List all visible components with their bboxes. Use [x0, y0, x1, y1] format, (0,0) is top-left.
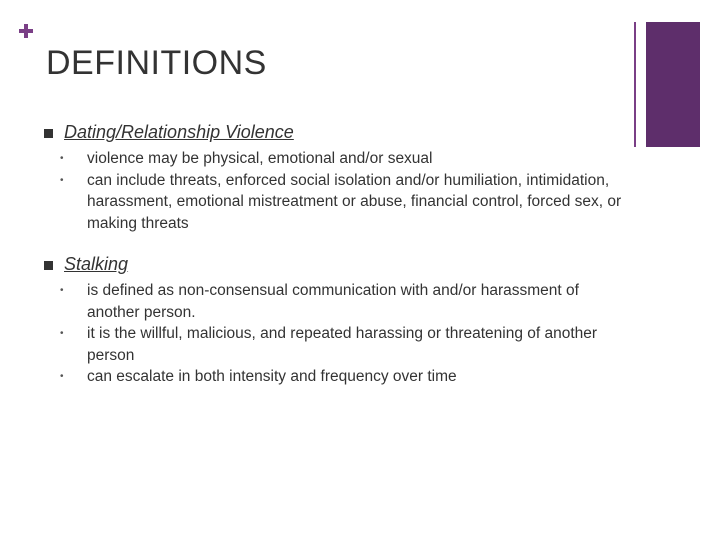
plus-icon	[17, 22, 35, 40]
list-item	[44, 170, 627, 235]
bullet-dot-icon: •	[60, 371, 64, 382]
section-heading	[44, 254, 627, 280]
list-item-text: can include threats, enforced social isolation and/or humiliation, intimidation, harassment, emotional mistreatment or abuse, financial control, forced sex, or making threats	[87, 171, 622, 232]
slide-title: DEFINITIONS	[46, 44, 267, 82]
list-item	[44, 280, 627, 323]
bullet-dot-icon: •	[60, 153, 64, 164]
list-item-text: is defined as non-consensual communication with and/or harassment of another person.	[87, 282, 579, 321]
list-item-text: violence may be physical, emotional and/or sexual	[87, 150, 433, 167]
bullet-dot-icon: •	[60, 285, 64, 296]
section-heading	[44, 122, 627, 148]
bullet-dot-icon: •	[60, 328, 64, 339]
section-title: Dating/Relationship Violence	[64, 122, 294, 142]
square-bullet-icon	[44, 261, 53, 270]
section-stalking	[44, 254, 627, 388]
bullet-list	[44, 280, 627, 388]
section-dating-violence	[44, 122, 627, 234]
list-item	[44, 323, 627, 366]
list-item-text: can escalate in both intensity and frequency over time	[87, 368, 457, 385]
accent-bar	[634, 22, 700, 147]
accent-thin-line	[634, 22, 636, 147]
section-title: Stalking	[64, 254, 129, 274]
list-item-text: it is the willful, malicious, and repeated harassing or threatening of another person	[87, 325, 598, 364]
bullet-dot-icon: •	[60, 174, 64, 186]
list-item	[44, 148, 627, 170]
accent-block	[646, 22, 700, 147]
bullet-list	[44, 148, 627, 234]
square-bullet-icon	[44, 129, 53, 138]
list-item	[44, 366, 627, 388]
